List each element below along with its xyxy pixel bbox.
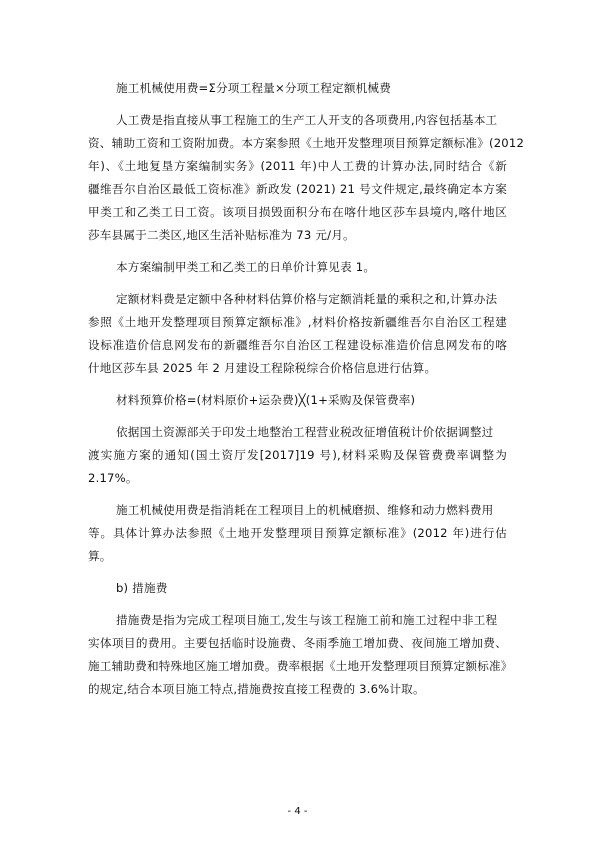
para-material-line: 什地区莎车县 2025 年 2 月建设工程除税综合价格信息进行估算。 (88, 361, 437, 375)
para-labor-line: 莎车县属于二类区,地区生活补贴标准为 73 元/月。 (88, 228, 355, 242)
para-labor-line: 人工费是指直接从事工程施工的生产工人开支的各项费用,内容包括基本工 (116, 113, 498, 127)
page-number: - 4 - (287, 806, 308, 817)
para-machinery-line: 施工机械使用费是指消耗在工程项目上的机械磨损、维修和动力燃料费用 (116, 503, 494, 517)
para-tax-line: 依据国土资源部关于印发土地整治工程营业税改征增值税计价依据调整过 (116, 425, 494, 439)
para-material-line: 设标准造价信息网发布的新疆维吾尔自治区工程建设标准造价信息网发布的喀 (88, 338, 507, 352)
para-labor-line: 甲类工和乙类工日工资。该项目损毁面积分布在喀什地区莎车县境内,喀什地区 (88, 205, 507, 219)
para-table-ref: 本方案编制甲类工和乙类工的日单价计算见表 1。 (116, 260, 376, 274)
para-measures-line: 措施费是指为完成工程项目施工,发生与该工程施工前和施工过程中非工程 (116, 613, 498, 627)
para-measures-line: 实体项目的费用。主要包括临时设施费、冬雨季施工增加费、夜间施工增加费、 (88, 636, 507, 650)
para-labor-line: 资、辅助工资和工资附加费。本方案参照《土地开发整理项目预算定额标准》(2012 (88, 136, 525, 150)
para-measures-line: 施工辅助费和特殊地区施工增加费。费率根据《土地开发整理项目预算定额标准》 (88, 659, 513, 673)
para-material-line: 定额材料费是定额中各种材料估算价格与定额消耗量的乘积之和,计算办法 (116, 292, 498, 306)
para-machinery-line: 算。 (88, 549, 112, 563)
para-material-line: 参照《土地开发整理项目预算定额标准》,材料价格按新疆维吾尔自治区工程建 (88, 315, 507, 329)
formula-machinery: 施工机械使用费=Σ分项工程量×分项工程定额机械费 (116, 81, 392, 95)
para-labor-line: 年)、《土地复垦方案编制实务》(2011 年)中人工费的计算办法,同时结合《新 (88, 159, 507, 173)
para-tax-line: 2.17%。 (88, 471, 138, 485)
heading-measures: b) 措施费 (116, 581, 168, 595)
para-measures-line: 的规定,结合本项目施工特点,措施费按直接工程费的 3.6%计取。 (88, 682, 425, 696)
para-labor-line: 疆维吾尔自治区最低工资标准》新政发 (2021) 21 号文件规定,最终确定本方案 (88, 182, 507, 196)
para-tax-line: 渡实施方案的通知(国土资厅发[2017]19 号),材料采购及保管费费率调整为 (88, 448, 507, 462)
para-machinery-line: 等。具体计算办法参照《土地开发整理项目预算定额标准》(2012 年)进行估 (88, 526, 507, 540)
formula-material: 材料预算价格=(材料原价+运杂费)╳(1+采购及保管费率) (116, 393, 416, 407)
